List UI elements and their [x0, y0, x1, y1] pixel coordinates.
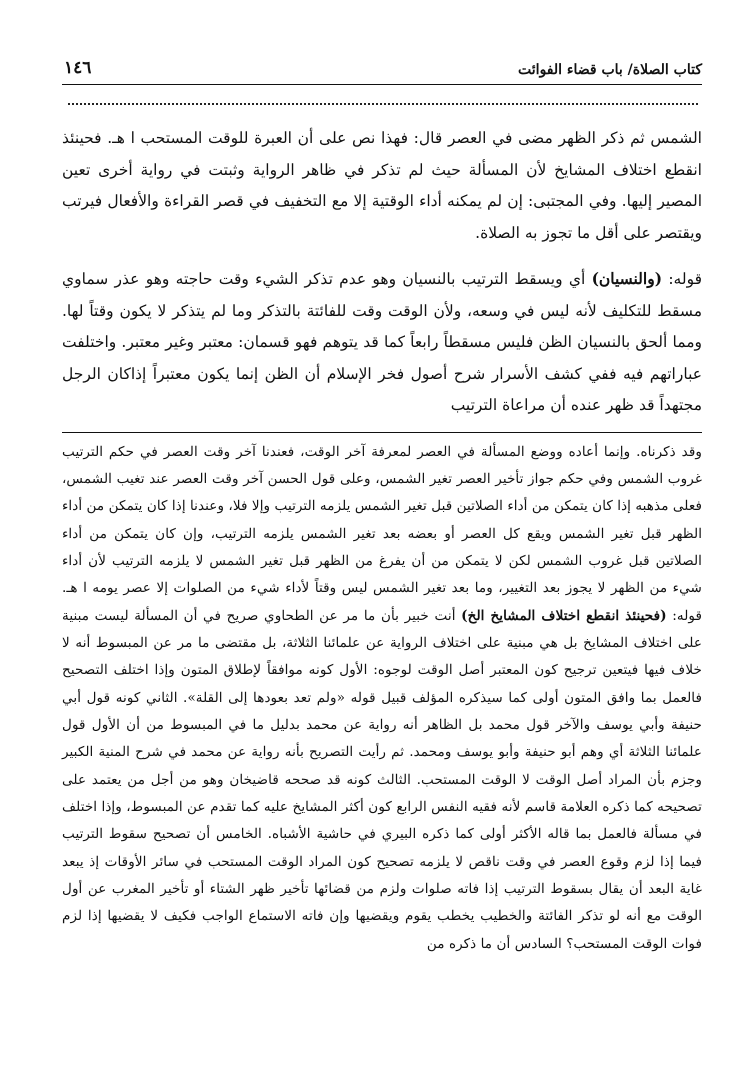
main-paragraph-1: الشمس ثم ذكر الظهر مضى في العصر قال: فهذا نص على أن العبرة للوقت المستحب ا هـ. فحينئذ انقطع اختلاف المشايخ لأن المسألة حيث لم تذكر في ظاهر الرواية وثبتت في رواية أخرى تعين المصير إليها. وفي المجتبى: إن لم يمكنه أداء الوقتية إلا مع التخفيف في قصر القراءة والأفعال فيرتب ويقتصر على أقل ما تجوز به الصلاة.: [62, 129, 702, 242]
document-page: [62, 58, 702, 1078]
paragraph-body: أي ويسقط الترتيب بالنسيان وهو عدم تذكر الشيء وقت حاجته وهو عذر سماوي مسقط للتكليف لأنه ليس في وسعه، ولأن الوقت وقت للفائتة بالتذكر وما لم يتذكر لا يكون وقتاً لها. ومما ألحق بالنسيان الظن فليس مسقطاً رابعاً كما قد يتوهم فهو قسمان: معتبر وغير معتبر. واختلفت عباراتهم فيه ففي كشف الأسرار شرح أصول فخر الإسلام أن الظن إنما يكون معتبراً إذاكان الرجل مجتهداً قد ظهر عنده أن مراعاة الترتيب: [62, 270, 702, 414]
footnote-part-2: أنت خبير بأن ما مر عن الطحاوي صريح في أن المسألة ليست مبنية على اختلاف المشايخ بل هي مبنية على اختلاف الرواية عن علمائنا الثلاثة، بل مقتضى ما مر عن المبسوط أنه لا خلاف فيها فيتعين ترجيح كون المعتبر أصل الوقت لوجوه: الأول كونه موافقاً لإطلاق المتون وإذا اختلف التصحيح فالعمل بما وافق المتون أولى كما سيذكره المؤلف قبيل قوله «ولم تعد بعودها إلى القلة». الثاني كونه قول أبي حنيفة وأبي يوسف والآخر قول محمد بل الظاهر أنه رواية عن محمد بدليل ما في المبسوط من أن الأول قول علمائنا الثلاثة أي وهم أبو حنيفة وأبو يوسف ومحمد. ثم رأيت التصريح بأنه رواية عن محمد في شرح المنية الكبير وجزم بأن المراد أصل الوقت لا الوقت المستحب. الثالث كونه قد صححه قاضيخان وهو من أجل من يعتمد على تصحيحه كما ذكره العلامة قاسم لأنه فقيه النفس الرابع كون أكثر المشايخ عليه كما تقدم عن المبسوط، وإذا اختلف في مسألة فالعمل بما قاله الأكثر أولى كما ذكره البيري في حاشية الأشباه. الخامس أن تصحيح سقوط الترتيب فيما إذا لزم وقوع العصر في وقت ناقص لا يلزمه تصحيح كون المراد الوقت المستحب في سائر الأوقات إذ يبعد غاية البعد أن يقال بسقوط الترتيب إذا فاته صلوات ولزم من قضائها تأخير ظهر الشتاء أو تأخير المغرب عن أول الوقت مع أنه لو تذكر الفائتة والخطيب يخطب يقوم ويقضيها وإن فاته الاستماع الواجب فكيف لا يقضيها إذا لزم فوات الوقت المستحب؟ السادس أن ما ذكره من: [62, 607, 702, 952]
footnote-divider: [62, 432, 702, 433]
dotted-separator: [68, 85, 698, 105]
page-number: ١٤٦: [64, 58, 92, 78]
footnote-part-1: وقد ذكرناه. وإنما أعاده ووضع المسألة في العصر لمعرفة آخر الوقت، فعندنا آخر وقت العصر في حكم الترتيب غروب الشمس وفي حكم جواز تأخير العصر تغير الشمس، وعلى قول الحسن آخر وقت العصر عند تغيب الشمس، فعلى مذهبه إذا كان يتمكن من أداء الصلاتين قبل تغير الشمس يلزمه الترتيب وإلا فلا، وعندنا إذا كان يتمكن من أداء الظهر قبل تغير الشمس ويقع كل العصر أو بعضه بعد تغير الشمس يلزمه الترتيب، وإن كان يتمكن من أداء الصلاتين قبل غروب الشمس لكن لا يتمكن من أن يفرغ من الظهر قبل تغير الشمس لا يلزمه الترتيب لأن أداء شيء من الظهر لا يجوز بعد التغيير، وما بعد تغير الشمس ليس وقتاً لأداء شيء من الصلوات إلا عصر يومه ا هـ. قوله:: [62, 443, 702, 624]
main-text: [62, 123, 702, 422]
running-title: كتاب الصلاة/ باب قضاء الفوائت: [518, 62, 702, 78]
commented-term: (والنسيان): [591, 269, 663, 288]
paragraph-lead: قوله:: [662, 270, 702, 288]
main-paragraph-2: [62, 263, 702, 422]
page-header: [62, 58, 702, 85]
footnote-commented-term: (فحينئذ انقطع اختلاف المشايخ الخ): [461, 607, 667, 624]
footnote-text: [62, 439, 702, 959]
